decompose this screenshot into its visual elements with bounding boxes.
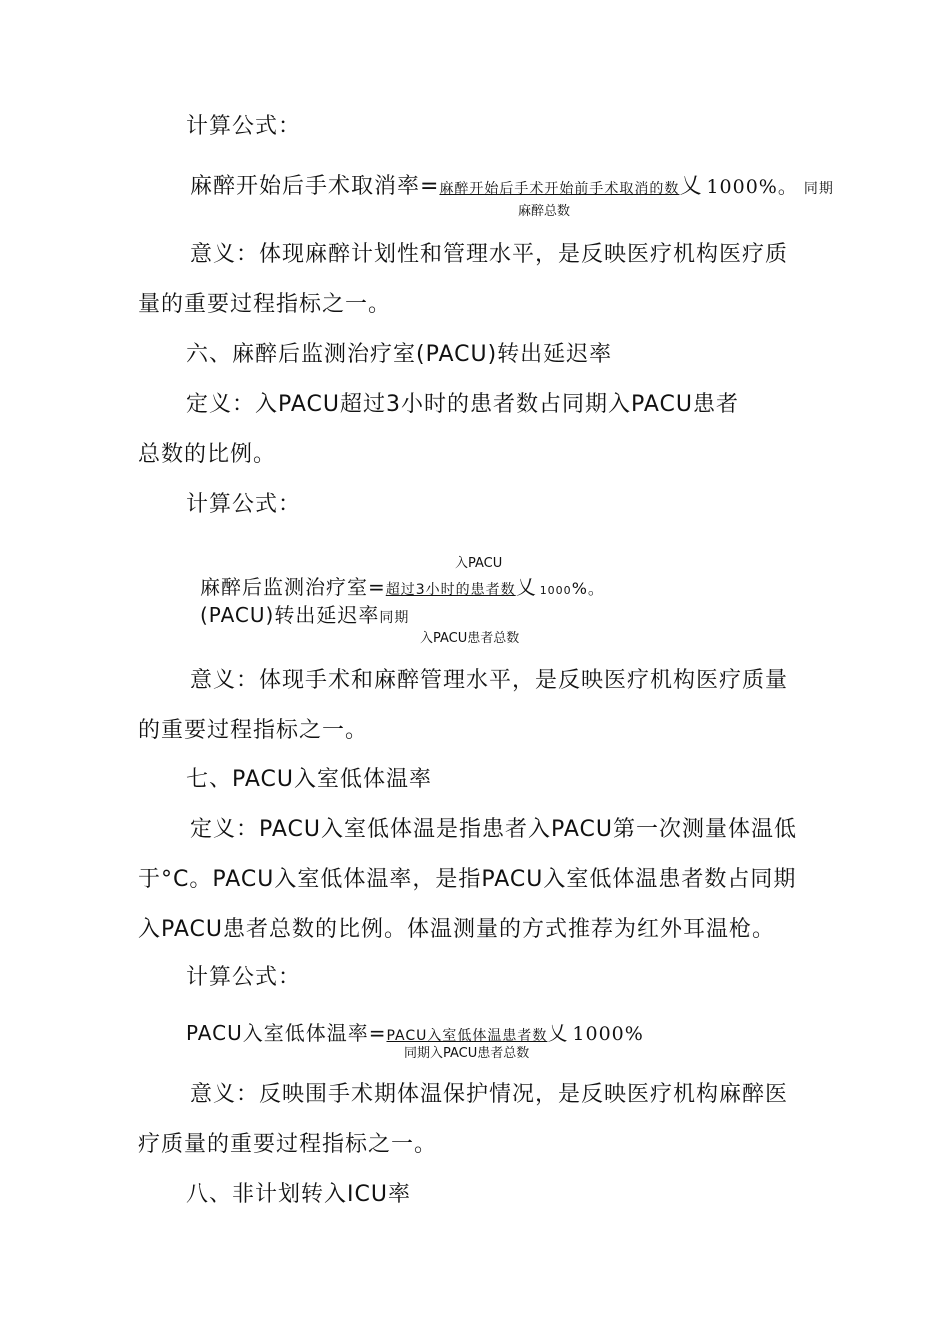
section-heading: 八、非计划转入ICU率	[186, 1182, 411, 1207]
formula-numerator: PACU入室低体温患者数	[386, 1028, 548, 1044]
meaning-line: 的重要过程指标之一。	[138, 718, 369, 743]
formula-numerator-top: 入PACU	[455, 556, 503, 571]
formula-label: 计算公式：	[186, 492, 302, 517]
formula-lhs: (PACU)转出延迟率	[200, 603, 380, 627]
formula-denominator: 入PACU患者总数	[420, 631, 520, 646]
formula-lhs: 麻醉开始后手术取消率=	[190, 174, 440, 199]
meaning-line: 意义：反映围手术期体温保护情况，是反映医疗机构麻醉医	[190, 1082, 789, 1107]
meaning-line: 意义：体现麻醉计划性和管理水平，是反映医疗机构医疗质	[190, 242, 789, 267]
formula-numerator: 麻醉开始后手术开始前手术取消的数	[439, 181, 680, 197]
formula-label: 计算公式：	[186, 965, 302, 990]
formula-percent-end: %。	[571, 579, 605, 598]
formula-percent: 1000	[539, 584, 572, 597]
formula-percent: 1000%。	[706, 176, 798, 198]
formula-numerator: 超过3小时的患者数	[385, 582, 516, 598]
formula-trail: 同期	[379, 610, 410, 626]
definition-line: 定义：入PACU超过3小时的患者数占同期入PACU患者	[186, 392, 739, 417]
formula-cancel-rate	[190, 172, 834, 204]
meaning-line: 量的重要过程指标之一。	[138, 292, 392, 317]
section-heading: 六、麻醉后监测治疗室(PACU)转出延迟率	[186, 342, 613, 367]
formula-lhs: PACU入室低体温率=	[186, 1021, 387, 1045]
times-sign: 乂	[679, 174, 703, 199]
definition-line: 入PACU患者总数的比例。体温测量的方式推荐为红外耳温枪。	[138, 917, 775, 942]
definition-line: 定义：PACU入室低体温是指患者入PACU第一次测量体温低	[190, 817, 797, 842]
formula-denominator: 同期入PACU患者总数	[404, 1046, 530, 1061]
definition-line: 于°C。PACU入室低体温率，是指PACU入室低体温患者数占同期	[138, 867, 797, 892]
definition-line: 总数的比例。	[138, 442, 277, 467]
times-sign: 乂	[547, 1021, 569, 1045]
formula-trail: 同期	[803, 181, 834, 197]
formula-label: 计算公式：	[186, 114, 302, 139]
times-sign: 乂	[515, 575, 537, 599]
section-heading: 七、PACU入室低体温率	[186, 767, 432, 792]
formula-lhs-line2	[200, 600, 409, 633]
formula-lhs: 麻醉后监测治疗室=	[200, 575, 386, 599]
formula-denominator: 麻醉总数	[518, 204, 571, 219]
meaning-line: 意义：体现手术和麻醉管理水平，是反映医疗机构医疗质量	[190, 668, 789, 693]
meaning-line: 疗质量的重要过程指标之一。	[138, 1132, 438, 1157]
formula-percent: 1000%	[572, 1023, 644, 1045]
